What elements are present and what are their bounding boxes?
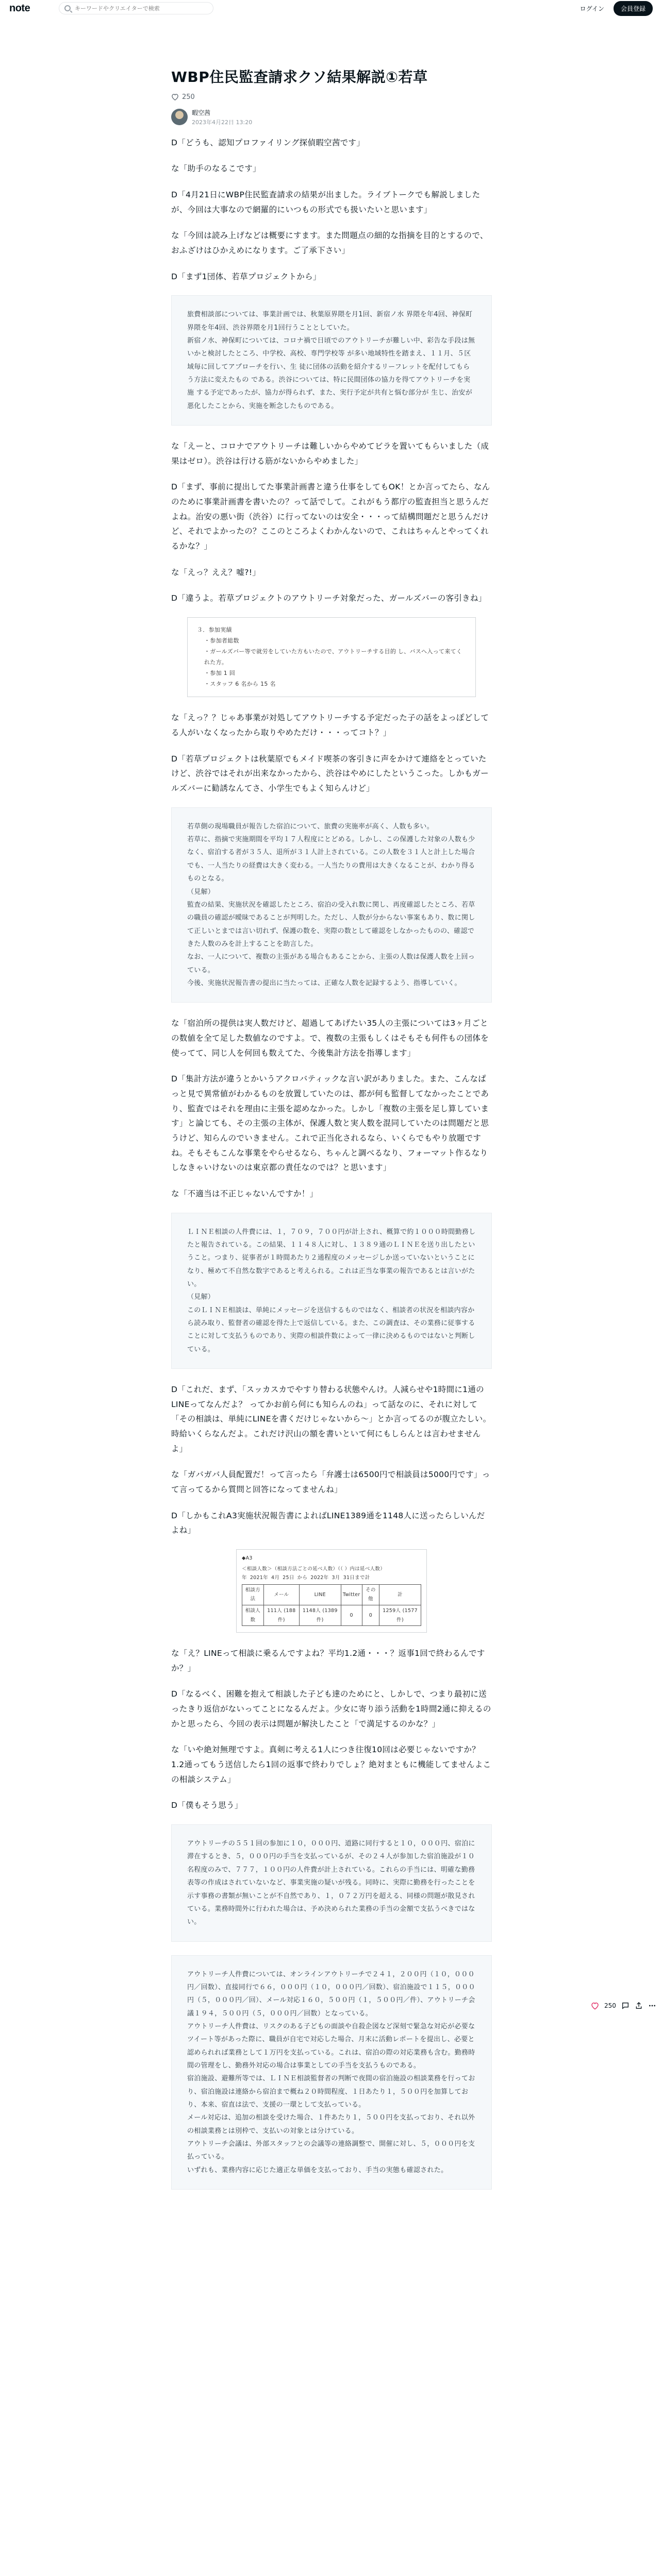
quote-line: 旅費相談部については、事業計画では、秋葉原界隈を月1回、新宿ノ水 界隈を年4回、神保町界隈を年4回、渋谷界隈を月1回行うこととしていた。: [187, 311, 473, 332]
quote-block: [171, 1955, 492, 2190]
paragraph: D「僕もそう思う」: [171, 1801, 243, 1810]
paragraph: な「えっ？？じゃあ事業が対処してアウトリーチする予定だった子の話をよっぽどしてる人がいなくなったから取りやめただけ・・・ってコト？」: [171, 713, 489, 738]
search-box[interactable]: [59, 2, 213, 14]
search-input[interactable]: [75, 5, 204, 12]
column-header: メール: [263, 1584, 299, 1605]
period-part: 年: [242, 1575, 247, 1581]
search-icon: [64, 5, 71, 11]
quote-line: このＬＩＮＥ相談は、単純にメッセージを送信するものではなく、相談者の状況を相談内容から読み取り、監督者の確認を得た上で返信している。また、この調査は、その業務に従事することに対して支払うものであり、実際の相談件数によって一律に決めるものではないと判断している。: [187, 1306, 475, 1353]
paragraph: な「不適当は不正じゃないんですか！」: [171, 1189, 318, 1198]
login-button[interactable]: ログイン: [576, 2, 608, 15]
quote-line: アウトリーチの５５１回の参加に１０，０００円、道路に同行すると１０，０００円、宿泊に滞在するとき、５，０００円の手当を支払っているが、その２４人が参加した宿泊施設が１０名程度のみで、７７７，１００円の人件費が計上されている。これらの手当には、明確な勤務表等の作成はされていないなど、事業実施の疑いが残る。同時に、実際に勤務を行ったことを示す事務の書類が無いことが不自然であり、１，０７２万円を超える、同様の問題が散見されている。業務時間外に行われた場合は、予め決められた業務の手当の金額で支払うべきではない。: [187, 1840, 475, 1926]
author-block[interactable]: [171, 108, 492, 126]
like-count: 250: [182, 93, 195, 101]
paragraph: な「いや絶対無理ですよ。真剣に考える1人につき往復10回は必要じゃないですか？1.2通ってもう送信したら1回の返事で終わりでしょ？絶対まともに機能してませんよこの相談システム」: [171, 1745, 491, 1784]
period-part: から: [297, 1575, 308, 1581]
header-actions: [576, 1, 653, 16]
note-logo[interactable]: note: [9, 2, 30, 14]
period-part: 2021年: [250, 1575, 268, 1581]
period-part: 3月: [332, 1575, 340, 1581]
signup-button[interactable]: 会員登録: [614, 1, 653, 16]
quote-block: [171, 1824, 492, 1941]
table-period: [242, 1573, 421, 1583]
table-subtitle: ＜相談人数＞（相談方法ごとの延べ人数）（（ ）内は延べ人数）: [242, 1566, 386, 1572]
table-cell: 0: [341, 1605, 362, 1625]
paragraph: な「ガバガバ人員配置だ！って言ったら「弁護士は6500円で相談員は5000円です」って言ってるから質問と回答になってませんね」: [171, 1470, 490, 1495]
excerpt-line: ・スタッフ 6 名から 15 名: [204, 680, 276, 687]
quote-block: [171, 807, 492, 1003]
table-cell: 0: [362, 1605, 379, 1625]
paragraph: な「えっ？ええ？嘘?!」: [171, 567, 261, 577]
paragraph: D「なるべく、困難を抱えて相談した子ども達のためにと、しかしで、つまり最初に送ったきり返信がないってことになるんだよ。少女に寄り添う活動を1時間2通に抑えるのかと思ったら、今回の表示は問題が解決したこと「で満足するのかな？」: [171, 1689, 491, 1728]
paragraph: D「しかもこれA3実施状況報告書によればLINE1389通を1148人に送ったらしいんだよね」: [171, 1511, 485, 1535]
table-header-row: [242, 1584, 421, 1605]
more-icon[interactable]: [648, 2002, 656, 2010]
period-part: 25日: [283, 1575, 294, 1581]
quote-line: メール対応は、追加の相談を受けた場合、１件あたり１，５００円を支払っており、それ以外の相談業務とは別枠で、支払いの対象とは分けている。: [187, 2114, 475, 2135]
heart-icon[interactable]: [171, 93, 179, 100]
quote-line: 若草側の現場職員が報告した宿泊について、旅費の実施率が高く、人数も多い。: [187, 822, 434, 831]
paragraph: な「今回は読み上げなどは概要にすます。また問題点の細的な指摘を目的とするので、おふざけはひかえめになります。ご了承下さい」: [171, 231, 488, 255]
paragraph: D「4月21日にWBP住民監査請求の結果が出ました。ライブトークでも解説しましたが、今回は大事なので網羅的にいつもの形式でも扱いたいと思います」: [171, 190, 481, 214]
period-part: 4月: [271, 1575, 280, 1581]
quote-block: [171, 1213, 492, 1369]
quote-line: いずれも、業務内容に応じた適正な単価を支払っており、手当の実態も確認された。: [187, 2166, 448, 2174]
column-header: その他: [362, 1584, 379, 1605]
paragraph: D「まず、事前に提出してた事業計画書と違う仕事をしてもOK！とか言ってたら、なんのために事業計画書を書いたの？って話でして。これがもう都庁の監査担当と思うんだよね。治安の悪い街（渋谷）に行ってないのは安全・・・って結構問題だと思うんだけど、それでよかったの？ここのところよくわかんないので、これはちゃんとやってくれるかな？」: [171, 482, 490, 551]
column-header: Twitter: [341, 1584, 362, 1605]
excerpt-line: ・参加 1 回: [204, 669, 236, 676]
paragraph: な「宿泊所の提供は実人数だけど、超過してあげたい35人の主張については3ヶ月ごとの数値を全て足した数値なのですよ。で、複数の主張もしくはそもそも何件もの団体を使ってて、同じ人を何回も数えてた、今後集計方法を指導します」: [171, 1019, 489, 1058]
paragraph: D「違うよ。若草プロジェクトのアウトリーチ対象だった、ガールズバーの客引きね」: [171, 594, 487, 603]
article-title: WBP住民監査請求クソ結果解説①若草: [171, 69, 428, 86]
quote-line: （見解）: [187, 888, 215, 896]
column-header: 相談方法: [242, 1584, 264, 1605]
quote-line: ＬＩＮＥ相談の人件費には、１，７０９，７００円が計上され、概算で約１０００時間勤務したと報告されている。この結果、１１４８人に対し、１３８９通のＬＩＮＥを送り出したということ。つまり、従事者が１時間あたり２通程度のメッセージしか送っていないということになり、極めて不自然な数字であると考えられる。これは正当な事業の報告であるとは言いがたい。: [187, 1228, 476, 1289]
table-cell: 1259人 (1577件): [379, 1605, 421, 1625]
top-header: [0, 0, 662, 16]
quote-line: （見解）: [187, 1293, 215, 1301]
paragraph: D「まず1団体、若草プロジェクトから」: [171, 272, 321, 281]
quote-line: なお、一人について、複数の主張がある場合もあることから、主張の人数は保護人数を上回っている。: [187, 953, 475, 974]
row-label: 相談人数: [242, 1605, 264, 1625]
table-cell: 1148人 (1389件): [299, 1605, 341, 1625]
quote-line: 監査の結果、実施状況を確認したところ、宿泊の受入れ数に関し、再度確認したところ、若草の職員の確認が曖昧であることが判明した。ただし、人数が分からない事案もあり、数に関して正しいとまでは言い切れず、保護の数を、実際の数として確認をしなかったものの、確認できた人数のみを計上することを助言した。: [187, 901, 475, 948]
paragraph: な「助手のなるこです」: [171, 164, 261, 174]
consultation-table-image: [236, 1549, 427, 1633]
floating-actions: [591, 2002, 656, 2010]
paragraph: D「若草プロジェクトは秋葉原でもメイド喫茶の客引きに声をかけて連絡をとっていたけど、渋谷ではそれが出来なかったから、渋谷はやめにしたというこった。しかもガールズバーに勧誘なんてさ、小学生でもよく知らんけど」: [171, 754, 489, 793]
table-title: ◆A3: [242, 1555, 253, 1562]
paragraph: D「これだ、まず、「スッカスカでやすり替わる状態やんけ。人減らせや1時間に1通のLINEってなんだよ？ ってかお前ら何にも知らんのね」って話なのに、それに対して「その相談は、単純にLINEを書くだけじゃないから～」とか言ってるのが腹立たしい。時給いくらなんだよ。これだけ沢山の額を書いといて何にもしらんとは言わせませんよ」: [171, 1385, 491, 1453]
quote-line: アウトリーチ会議は、外部スタッフとの会議等の連絡調整で、開催に対し、５，０００円を支払っている。: [187, 2140, 475, 2161]
side-like-count: 250: [604, 2002, 616, 2009]
excerpt-line: ・ガールズバー等で就労をしていた方もいたので、アウトリーチする目的 し、バスへ入って来てくれた方。: [204, 648, 462, 666]
avatar[interactable]: [171, 109, 188, 125]
column-header: 計: [379, 1584, 421, 1605]
article: [171, 67, 492, 2203]
comment-icon[interactable]: [621, 2002, 630, 2010]
article-body: [171, 135, 492, 2190]
quote-line: アウトリーチ人件費については、オンラインアウトリーチで２４１，２００円（１０，０００円／回数）、直接同行で６６，０００円（１０，０００円／回数）、宿泊施設で１１５，０００円（５，０００円／回）、メール対応１６０，５００円（１，５００円／件）、アウトリーチ会議１９４，５００円（５，０００円／回数）となっている。: [187, 1970, 475, 2018]
excerpt-line: ３．参加実績: [197, 626, 232, 634]
quote-line: アウトリーチ人件費は、リスクのある子どもの面談や自殺企図など深刻で緊急な対応が必要なツイート等があった際に、職員が自宅で対応した場合、月末に活動レポートを提出し、必要と認められれば業務として１万円を支払っている。これは、宿泊の際の対応業務も含む。勤務時間の管理をし、勤務外対応の場合は事業としての手当を支払うものである。: [187, 2022, 475, 2070]
column-header: LINE: [299, 1584, 341, 1605]
paragraph: な「え？LINEって相談に乗るんですよね？平均1.2通・・・？返事1回で終わるんですか？」: [171, 1649, 485, 1673]
quote-line: 若草に、指摘で実施期間を平均１７人程度にとどめる。しかし、この保護した対象の人数も少なく、宿泊する者が３５人、退所が３１人計上されている。この人数を３１人と計上した場合でも、一人当たりの経費は大きく変わる。一人当たりの費用は大きくなることが、わかり得るものとなる。: [187, 836, 475, 883]
quote-line: 新宿ノ水、神保町については、コロナ禍で日頃でのアウトリーチが難しい中、彩告な手段は無いかと検討したところ、中学校、高校、専門学校等 が多い地域特性を踏まえ、１１月、５区域毎に回してアプローチを行い、生 徒に団体の活動を紹介するリーフレットを配付してもらう方法に変えたもの である。渋谷については、特に民間団体の協力を得てアウトリーチを実施 する予定であったが、協力が得られず、また、実行予定が共有と悩む部分が 生じ、治安が悪化したことから、実施を断念したものである。: [187, 336, 475, 410]
period-part: 31日まで計: [343, 1575, 370, 1581]
paragraph: D「集計方法が違うとかいうアクロバティックな言い訳がありました。また、こんなぱっと見で異常値がわかるものを放置していたのは、都が何も監督してなかったことであり、監査ではそれを理由に主張を認めなかった。しかし「複数の主張を足し算しています」と論じても、その主張の主体が、保護人数と実人数を混同していたのは問題だと思うけど、知らんのでいきません。これで正当化されるなら、いくらでもやり放題ですね。そもそもこんな事業をやらせるなら、ちゃんと調べるなり、フォーマット作るなりしなきゃいけないのは東京都の責任なのでは？と思います」: [171, 1074, 489, 1173]
author-name[interactable]: 暇空茜: [192, 109, 211, 116]
document-excerpt-image: [187, 617, 476, 697]
data-table: [242, 1584, 421, 1626]
side-heart-icon[interactable]: [591, 2002, 599, 2010]
quote-line: 宿泊施設、避難所等では、ＬＩＮＥ相談監督者の判断で夜間の宿泊施設の相談業務を行っており、宿泊施設は連絡から宿泊まで概ね２０時間程度、１日あたり１，５００円を加算しており、本来、宿直は法で、支援の一環として支払っている。: [187, 2075, 475, 2109]
share-icon[interactable]: [635, 2002, 643, 2010]
publish-date: 2023年4月22日 13:20: [192, 118, 253, 126]
period-part: 2022年: [310, 1575, 329, 1581]
quote-line: 今後、実施状況報告書の提出に当たっては、正確な人数を記録するよう、指導していく。: [187, 979, 461, 987]
excerpt-line: ・参加者総数: [204, 637, 239, 644]
table-cell: 111人 (188件): [263, 1605, 299, 1625]
table-row: [242, 1605, 421, 1625]
quote-block: [171, 295, 492, 426]
paragraph: D「どうも、認知プロファイリング探偵暇空茜です」: [171, 138, 365, 147]
like-counter[interactable]: [171, 93, 492, 101]
paragraph: な「えーと、コロナでアウトリーチは難しいからやめてビラを置いてもらいました（成果はゼロ）。渋谷は行ける筋がないからやめました」: [171, 442, 489, 466]
